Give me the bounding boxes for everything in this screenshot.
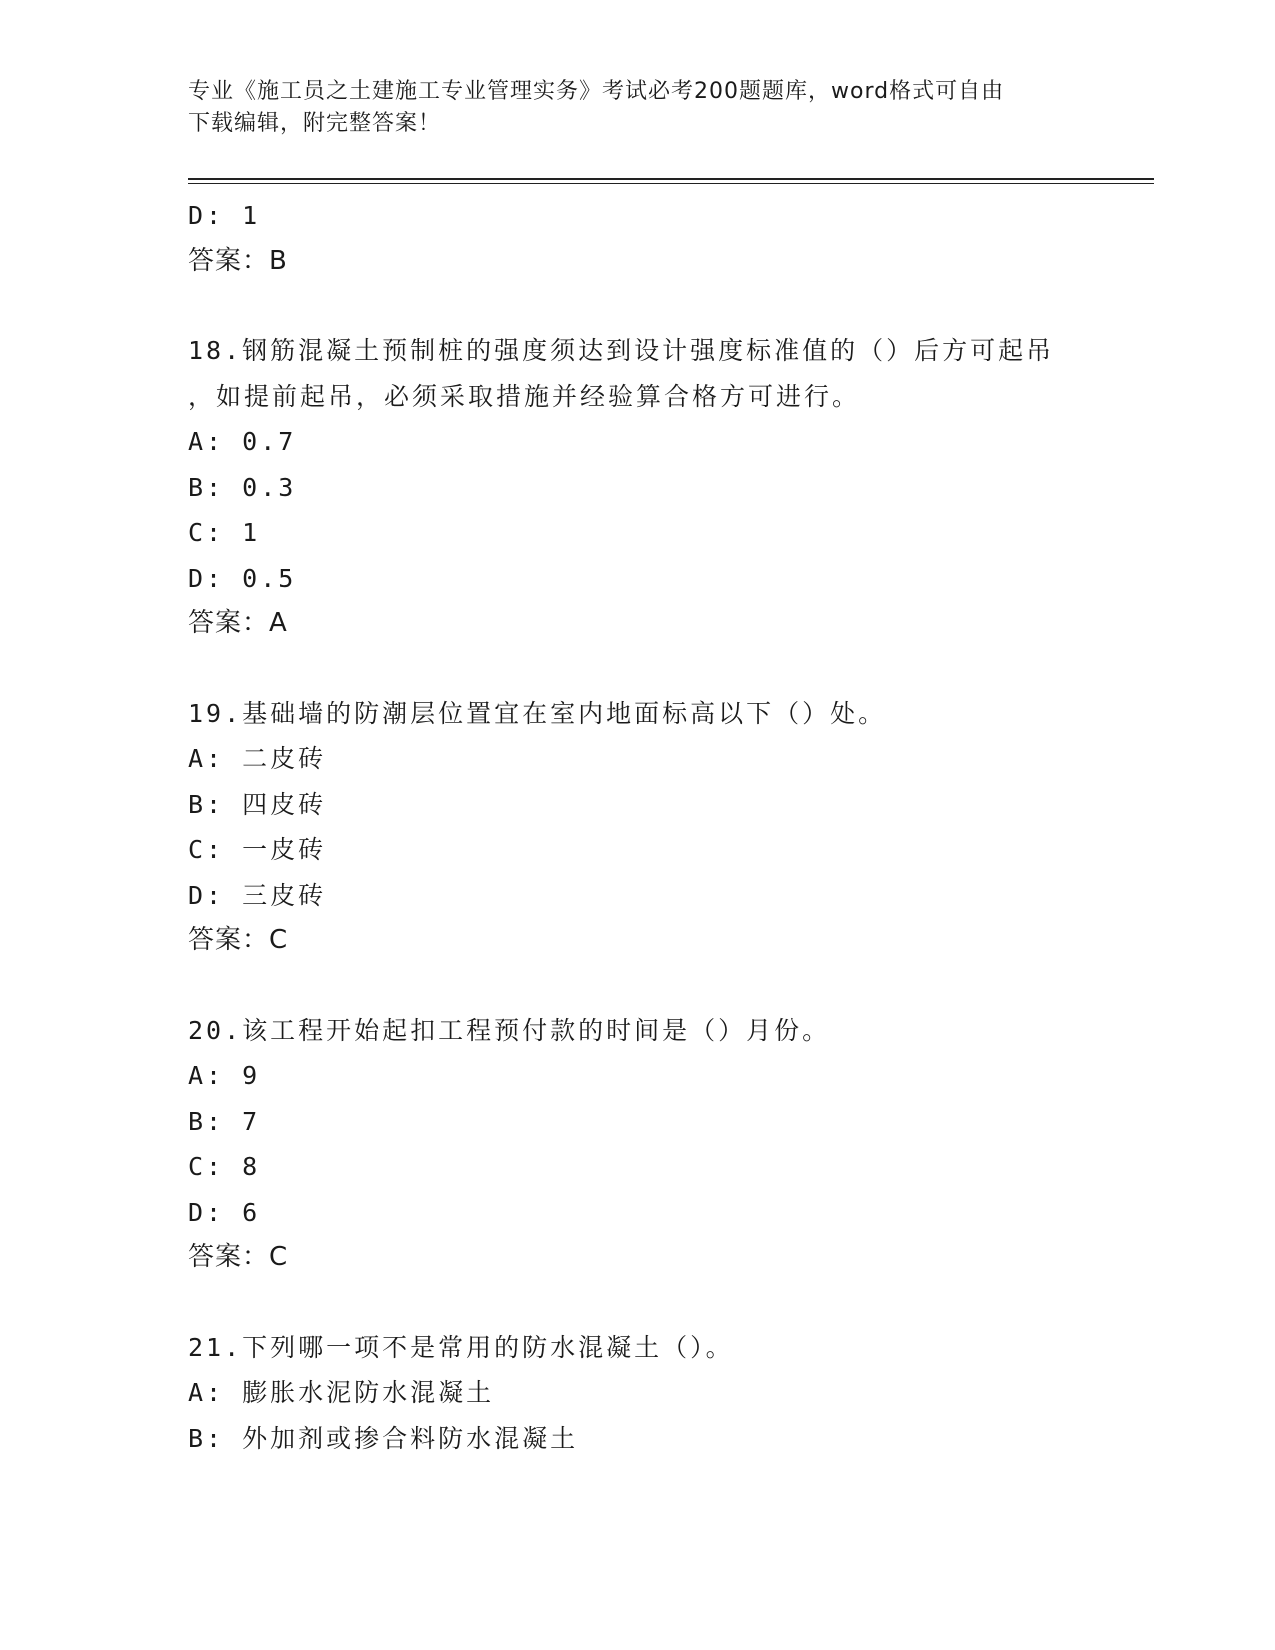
question-21 bbox=[188, 1325, 1148, 1462]
option-d: D: 三皮砖 bbox=[188, 880, 327, 910]
header-line-2: 下载编辑，附完整答案！ bbox=[188, 111, 442, 136]
spacer bbox=[188, 647, 1148, 691]
answer: 答案：A bbox=[188, 608, 288, 638]
spacer bbox=[188, 964, 1148, 1008]
option-a: A: 9 bbox=[188, 1061, 261, 1090]
spacer bbox=[188, 284, 1148, 328]
question-stem: 18.钢筋混凝土预制桩的强度须达到设计强度标准值的（）后方可起吊 bbox=[188, 336, 1055, 365]
option-c: C: 1 bbox=[188, 518, 261, 547]
question-stem: 19.基础墙的防潮层位置宜在室内地面标高以下（）处。 bbox=[188, 698, 887, 728]
option-d: D: 1 bbox=[188, 201, 261, 230]
option-c: C: 8 bbox=[188, 1152, 261, 1181]
option-b: B: 四皮砖 bbox=[188, 789, 327, 819]
option-a: A: 二皮砖 bbox=[188, 744, 327, 773]
question-18 bbox=[188, 328, 1148, 647]
option-c: C: 一皮砖 bbox=[188, 835, 327, 864]
question-19 bbox=[188, 691, 1148, 964]
answer: 答案：C bbox=[188, 925, 289, 955]
header-divider bbox=[188, 178, 1154, 184]
question-17-tail bbox=[188, 193, 1148, 284]
page-header bbox=[188, 76, 1068, 140]
answer: 答案：B bbox=[188, 245, 288, 276]
question-20 bbox=[188, 1008, 1148, 1281]
option-b: B: 7 bbox=[188, 1106, 261, 1136]
question-stem: 21.下列哪一项不是常用的防水混凝土（）。 bbox=[188, 1332, 734, 1362]
option-a: A: 膨胀水泥防水混凝土 bbox=[188, 1378, 495, 1407]
option-b: B: 外加剂或掺合料防水混凝土 bbox=[188, 1423, 579, 1453]
option-d: D: 0.5 bbox=[188, 563, 297, 593]
header-line-1: 专业《施工员之土建施工专业管理实务》考试必考200题题库，word格式可自由 bbox=[188, 79, 1005, 104]
question-list bbox=[188, 193, 1148, 1461]
question-stem: 20.该工程开始起扣工程预付款的时间是（）月份。 bbox=[188, 1015, 831, 1045]
option-a: A: 0.7 bbox=[188, 427, 297, 456]
option-b: B: 0.3 bbox=[188, 472, 297, 502]
spacer bbox=[188, 1281, 1148, 1325]
option-d: D: 6 bbox=[188, 1197, 261, 1227]
question-stem-continued: ，如提前起吊，必须采取措施并经验算合格方可进行。 bbox=[188, 381, 861, 411]
answer: 答案：C bbox=[188, 1242, 289, 1272]
